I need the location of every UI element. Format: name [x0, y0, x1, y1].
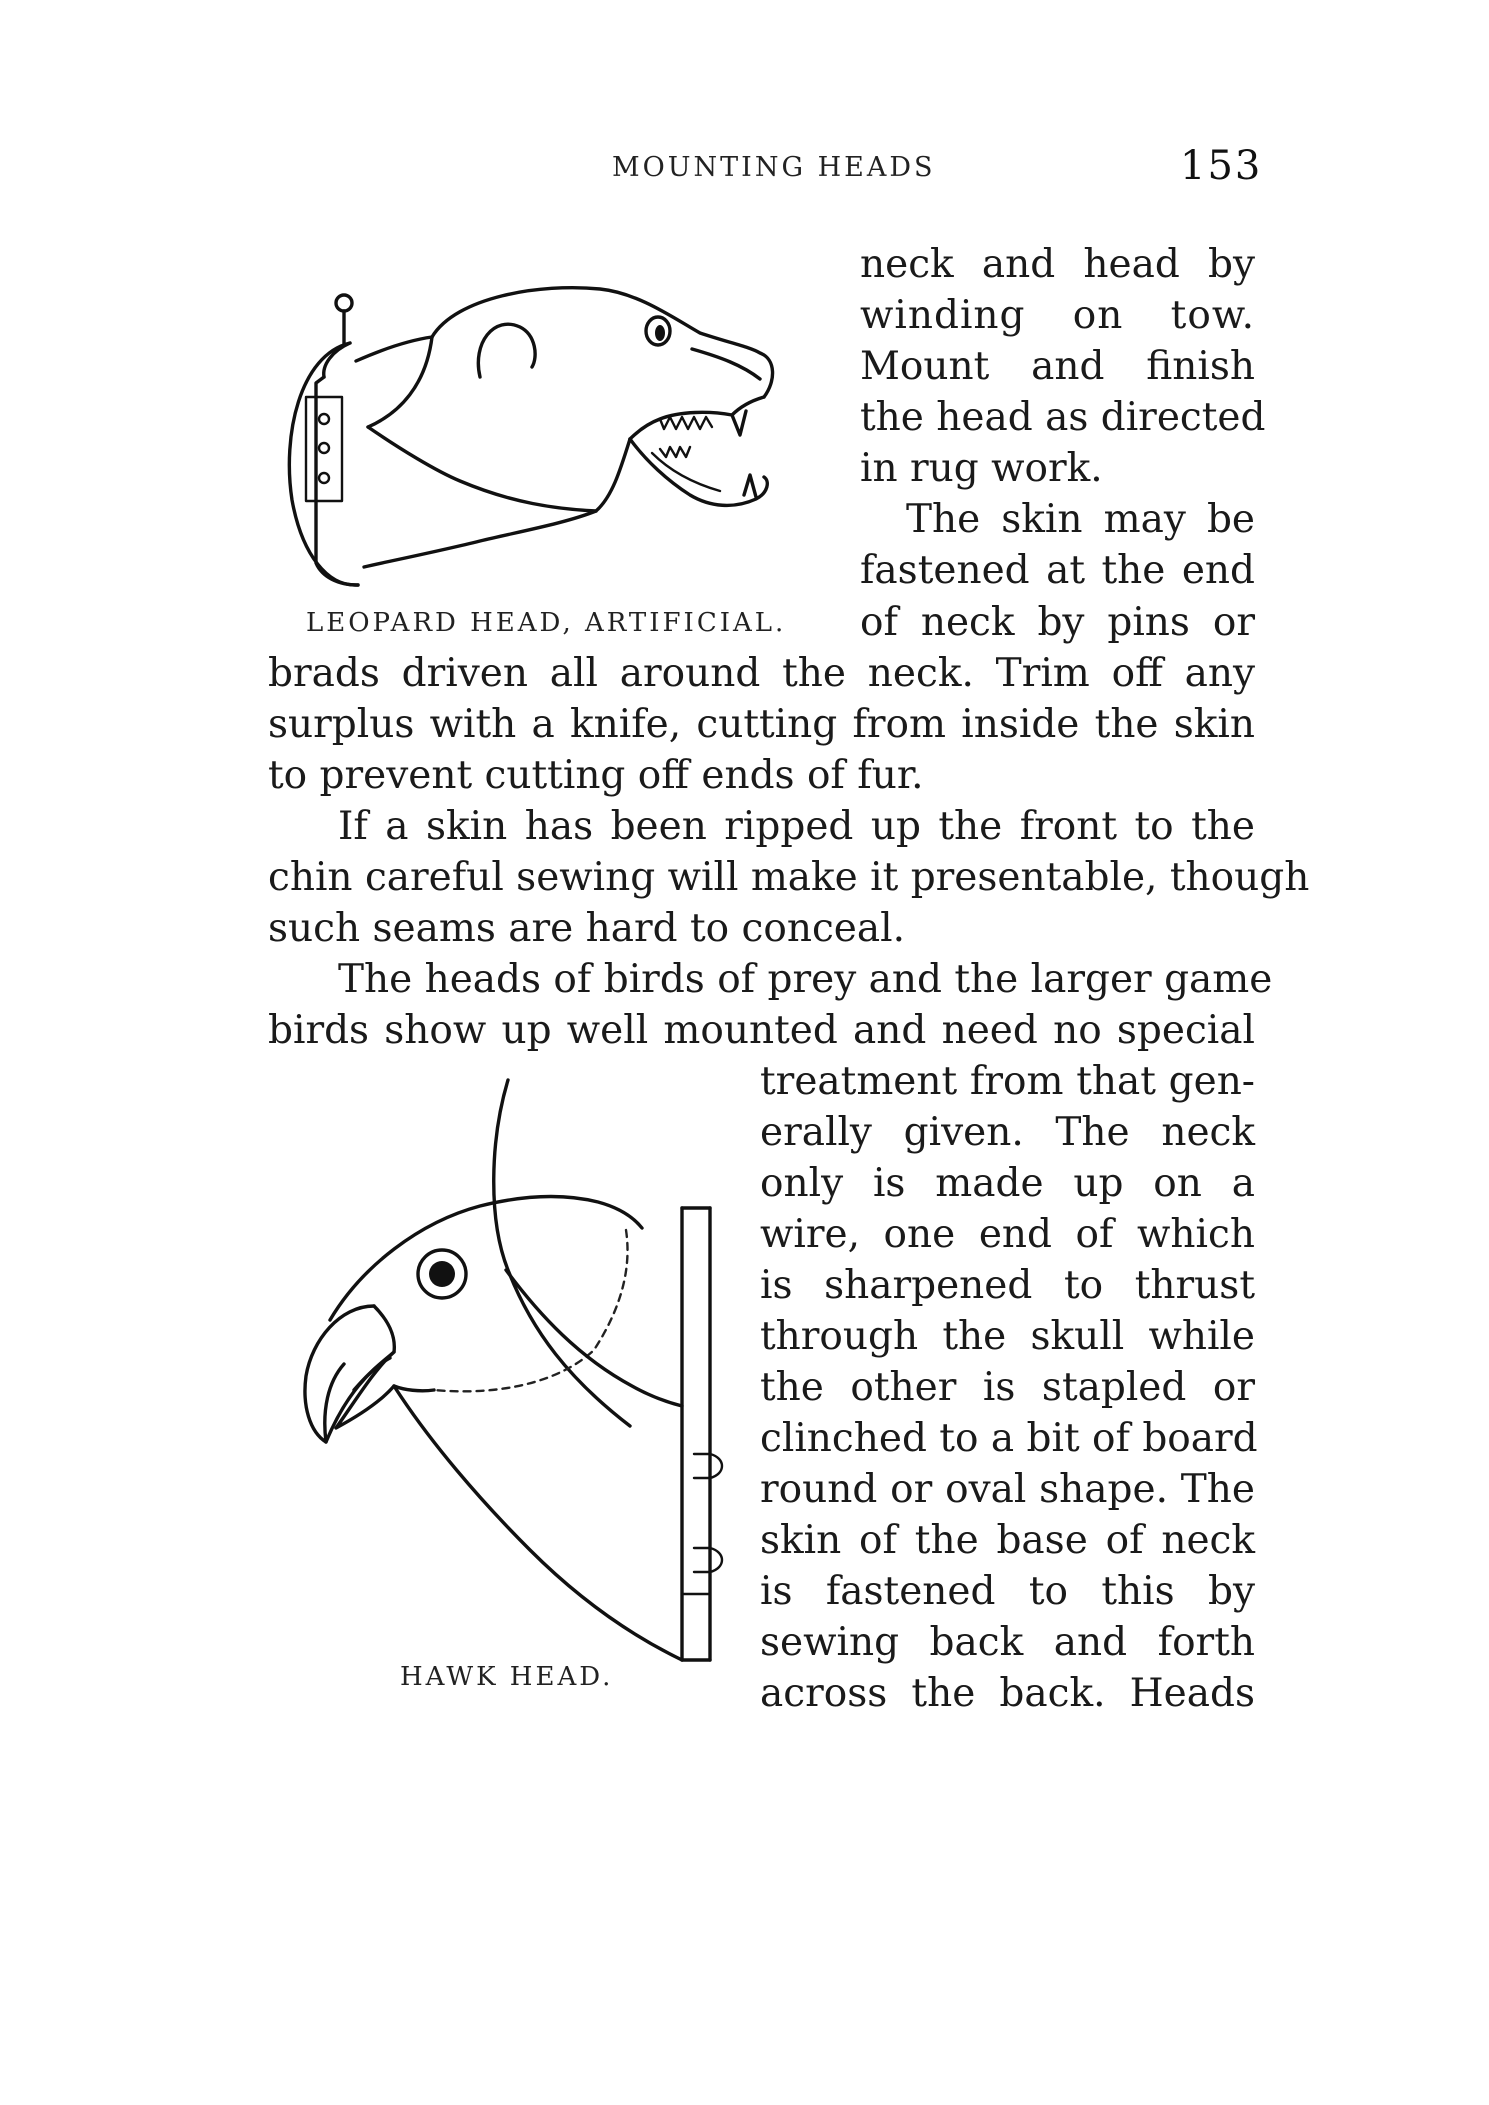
hawk-head-illustration [270, 1070, 750, 1690]
page-number: 153 [1180, 143, 1263, 189]
text-line: erally given. The neck [760, 1110, 1255, 1155]
text-line: clinched to a bit of board [760, 1416, 1258, 1461]
text-line: such seams are hard to conceal. [268, 906, 906, 951]
leopard-head-illustration [280, 285, 820, 605]
text-line: the head as directed [860, 395, 1266, 440]
text-line: chin careful sewing will make it presentable, though [268, 855, 1310, 900]
text-line: across the back. Heads [760, 1671, 1255, 1716]
text-line: neck and head by [860, 242, 1255, 287]
text-line: If a skin has been ripped up the front to the [338, 804, 1255, 849]
text-line: Mount and finish [860, 344, 1255, 389]
text-line: skin of the base of neck [760, 1518, 1255, 1563]
text-line: wire, one end of which [760, 1212, 1255, 1257]
text-line: birds show up well mounted and need no special [268, 1008, 1255, 1053]
text-line: of neck by pins or [860, 600, 1255, 645]
text-line: is sharpened to thrust [760, 1263, 1255, 1308]
text-line: The heads of birds of prey and the larger game [338, 957, 1273, 1002]
text-line: round or oval shape. The [760, 1467, 1255, 1512]
text-line: fastened at the end [860, 548, 1255, 593]
text-line: only is made up on a [760, 1161, 1255, 1206]
hawk-caption: HAWK HEAD. [400, 1662, 614, 1692]
text-line: sewing back and forth [760, 1620, 1255, 1665]
running-head: MOUNTING HEADS [612, 152, 936, 183]
text-line: is fastened to this by [760, 1569, 1255, 1614]
text-line: treatment from that gen- [760, 1059, 1255, 1104]
text-line: the other is stapled or [760, 1365, 1255, 1410]
text-line: The skin may be [906, 497, 1255, 542]
text-line: to prevent cutting off ends of fur. [268, 753, 924, 798]
text-line: brads driven all around the neck. Trim off any [268, 651, 1255, 696]
text-line: in rug work. [860, 446, 1103, 491]
text-line: through the skull while [760, 1314, 1255, 1359]
text-line: winding on tow. [860, 293, 1255, 338]
text-line: surplus with a knife, cutting from inside the skin [268, 702, 1255, 747]
leopard-caption: LEOPARD HEAD, ARTIFICIAL. [306, 608, 787, 638]
